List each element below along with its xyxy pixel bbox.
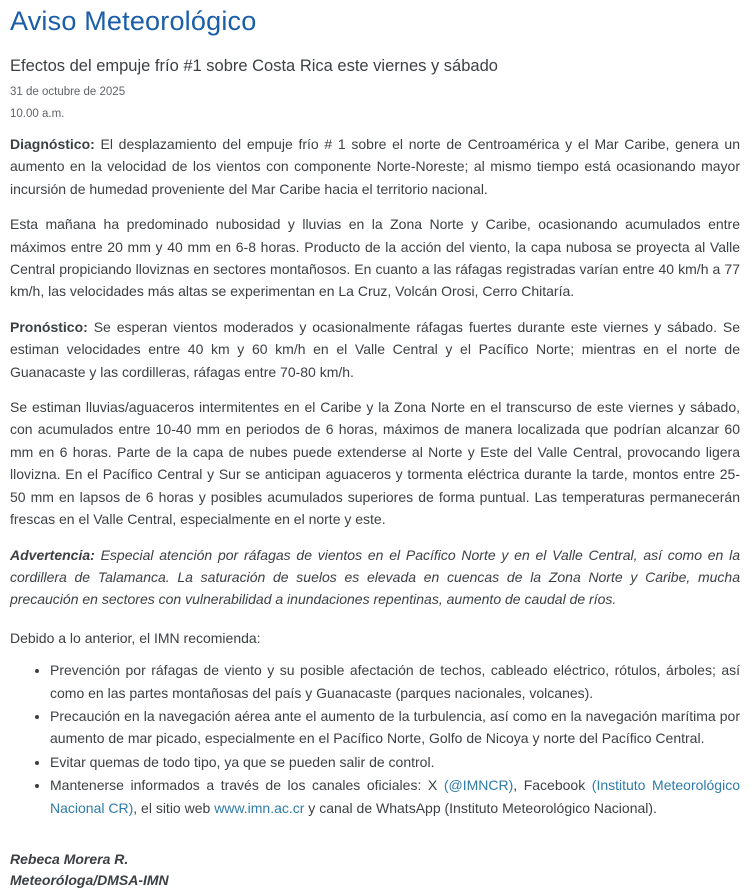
advisory-time: 10.00 a.m. — [10, 108, 65, 120]
recommendations-list — [10, 659, 740, 819]
paragraph-diagnostico — [10, 133, 740, 200]
recommendation-text: , el sitio web — [133, 799, 215, 816]
paragraph-pronostico — [10, 316, 740, 383]
recommendation-text: Mantenerse informados a través de los canales oficiales: X — [50, 777, 444, 794]
paragraph-advertencia — [10, 544, 740, 611]
recommendation-text: Evitar quemas de todo tipo, ya que se pueden salir de control. — [50, 753, 435, 770]
facebook-link[interactable]: (Instituto Meteorológico Nacional CR) — [50, 777, 740, 816]
page-title: Aviso Meteorológico — [10, 6, 257, 36]
website-link[interactable]: www.imn.ac.cr — [214, 799, 305, 816]
advisory-subtitle: Efectos del empuje frío #1 sobre Costa Rica este viernes y sábado — [10, 57, 498, 75]
signature-block — [10, 849, 740, 891]
recommendation-text: Prevención por ráfagas de viento y su posible afectación de techos, cableado eléctrico, rótulos, árboles; así como en las partes montañosas del país y Guanacaste (parques nacionales, volcanes). — [50, 662, 740, 701]
signature-role: Meteoróloga/DMSA-IMN — [10, 871, 169, 888]
recommendation-text: Precaución en la navegación aérea ante el aumento de la turbulencia, así como en la navegación marítima por aumento de mar picado, especialmente en el Pacífico Norte, Golfo de Nicoya y norte del Pacífico Central. — [50, 707, 740, 747]
recommendations-intro: Debido a lo anterior, el IMN recomienda: — [10, 629, 261, 646]
signature-name: Rebeca Morera R. — [10, 850, 129, 867]
list-item — [50, 751, 740, 773]
paragraph-lead: Advertencia: — [10, 546, 95, 563]
x-account-link[interactable]: (@IMNCR) — [443, 777, 514, 794]
paragraph-text: Esta mañana ha predominado nubosidad y lluvias en la Zona Norte y Caribe, ocasionando acumulados entre máximos entre 20 mm y 40 mm en 6-8 horas. Producto de la acción del viento, la capa nubosa se proyecta al Valle Central propiciando lloviznas en sectores montañosos. En cuanto a las ráfagas registradas varían entre 40 km/h a 77 km/h, las velocidades más altas se experimentan en La Cruz, Volcán Orosi, Cerro Chitaría. — [10, 216, 740, 300]
paragraph-lead: Pronóstico: — [10, 318, 88, 335]
paragraph-text: Especial atención por ráfagas de vientos en el Pacífico Norte y en el Valle Central, así como en la cordillera de Talamanca. La saturación de suelos es elevada en cuencas de la Zona Norte y Caribe, mucha precaución en sectores con vulnerabilidad a inundaciones repentinas, aumento de caudal de ríos. — [10, 546, 740, 608]
paragraph-lead: Diagnóstico: — [10, 136, 95, 152]
paragraph-manana — [10, 213, 740, 303]
recommendation-text: , Facebook — [513, 777, 592, 794]
paragraph-text: Se estiman lluvias/aguaceros intermitentes en el Caribe y la Zona Norte en el transcurso de este viernes y sábado, con acumulados entre 10-40 mm en periodos de 6 horas, máximos de manera localizada que podrían alcanzar 60 mm en 6 horas. Parte de la capa de nubes puede extenderse al Norte y Este del Valle Central, provocando ligera llovizna. En el Pacífico Central y Sur se anticipan aguaceros y tormenta eléctrica durante la tarde, montos entre 25-50 mm en lapsos de 6 horas y posibles acumulados superiores de forma puntual. Las temperaturas permanecerán frescas en el Valle Central, especialmente en el norte y este. — [10, 399, 740, 528]
list-item — [50, 659, 740, 704]
advisory-date: 31 de octubre de 2025 — [10, 86, 126, 98]
list-item — [50, 774, 740, 819]
list-item — [50, 705, 740, 750]
paragraph-text: El desplazamiento del empuje frío # 1 sobre el norte de Centroamérica y el Mar Caribe, genera un aumento en la velocidad de los vientos con componente Norte-Noreste; al mismo tiempo está ocasionando mayor incursión de humedad proveniente del Mar Caribe hacia el territorio nacional. — [10, 136, 740, 197]
paragraph-lluvias — [10, 396, 740, 530]
paragraph-text: Se esperan vientos moderados y ocasionalmente ráfagas fuertes durante este viernes y sábado. Se estiman velocidades entre 40 km y 60 km/h en el Valle Central y el Pacífico Norte; mientras en el norte de Guanacaste y las cordilleras, ráfagas entre 70-80 km/h. — [10, 318, 741, 380]
recommendation-text: y canal de WhatsApp (Instituto Meteorológico Nacional). — [304, 799, 657, 816]
